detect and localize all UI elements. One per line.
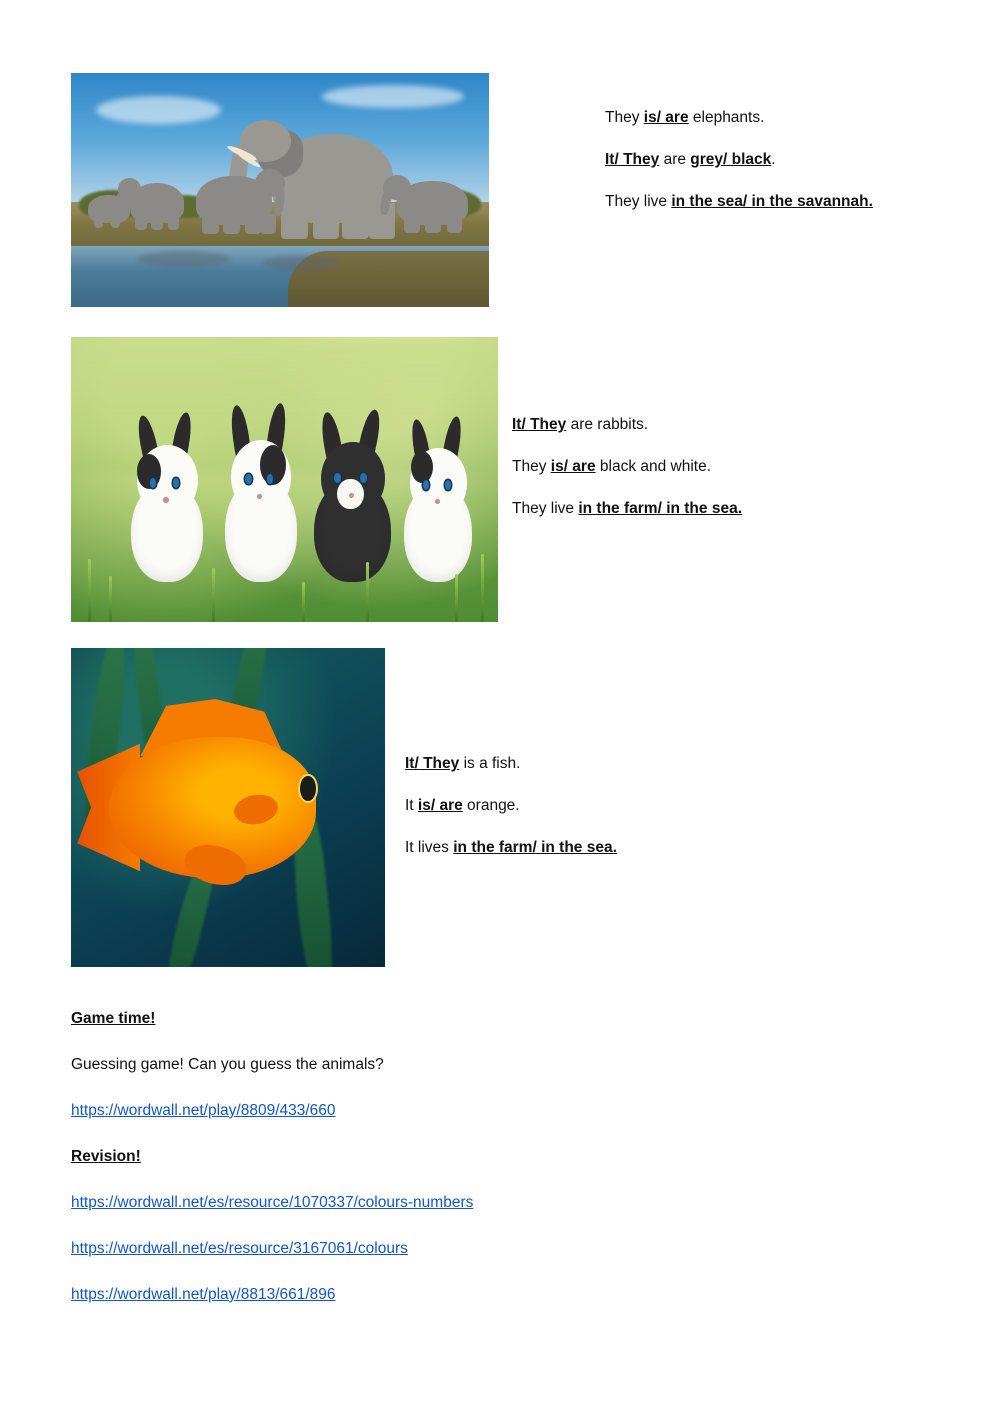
answer-choice[interactable]: It/ They <box>605 150 660 168</box>
fish-eye <box>300 776 316 802</box>
revision-link-2[interactable]: https://wordwall.net/es/resource/3167061/colours <box>71 1240 408 1257</box>
rabbit <box>404 448 472 582</box>
exercise-row-elephants <box>71 73 873 307</box>
guessing-game-text: Guessing game! Can you guess the animals? <box>71 1056 384 1073</box>
grass-blade <box>212 568 215 622</box>
sentence <box>405 754 617 775</box>
rabbit <box>314 442 391 582</box>
sentence-text: . <box>771 150 776 168</box>
sentence-text: are rabbits. <box>566 416 649 433</box>
sentence <box>405 838 617 859</box>
sentence-text: black and white. <box>595 457 712 475</box>
sentence-text: They live <box>605 192 672 210</box>
sentence-text: are <box>659 150 691 168</box>
answer-choice[interactable]: in the farm/ in the sea. <box>578 499 742 517</box>
sentence <box>512 457 742 478</box>
water-reflection <box>138 251 230 267</box>
bottom-section <box>71 1010 771 1332</box>
exercise-row-rabbits <box>71 337 742 622</box>
grass-blade <box>302 582 305 622</box>
sentence <box>405 796 617 817</box>
rabbits-photo <box>71 337 498 622</box>
rabbit <box>131 445 204 582</box>
answer-choice[interactable]: It/ They <box>405 755 460 772</box>
elephant-small <box>397 181 468 225</box>
answer-choice[interactable]: is/ are <box>417 796 463 814</box>
grass-blade <box>109 576 112 622</box>
answer-choice[interactable]: It/ They <box>512 416 567 433</box>
sentence <box>512 499 742 520</box>
exercise-row-fish <box>71 648 617 967</box>
sentences-rabbits <box>512 415 742 520</box>
sentence-text: It <box>405 796 418 814</box>
sentence-text: orange. <box>462 796 520 814</box>
grass-blade <box>481 554 484 622</box>
sentence <box>605 192 873 213</box>
revision-link-1[interactable]: https://wordwall.net/es/resource/1070337/colours-numbers <box>71 1194 474 1211</box>
elephant-calf <box>88 195 130 223</box>
answer-choice[interactable]: in the sea/ in the savannah. <box>671 192 873 210</box>
water-reflection <box>263 256 338 270</box>
game-time-heading: Game time! <box>71 1010 156 1027</box>
sentence <box>512 415 742 436</box>
sentence <box>605 108 873 129</box>
game-link[interactable]: https://wordwall.net/play/8809/433/660 <box>71 1102 336 1119</box>
grass-blade <box>455 574 458 622</box>
sentence <box>605 150 873 171</box>
sentence-text: They live <box>512 499 579 517</box>
grass-blade <box>366 562 369 622</box>
answer-choice[interactable]: grey/ black <box>690 150 772 168</box>
revision-heading: Revision! <box>71 1148 141 1165</box>
fish-photo <box>71 648 385 967</box>
sentence-text: elephants. <box>688 109 765 126</box>
grass-blade <box>88 559 91 622</box>
sentence-text: is a fish. <box>459 755 521 772</box>
revision-link-3[interactable]: https://wordwall.net/play/8813/661/896 <box>71 1286 336 1303</box>
sentence-text: They <box>605 109 644 126</box>
answer-choice[interactable]: is/ are <box>643 109 689 126</box>
sentence-text: It lives <box>405 838 454 856</box>
elephant-adult <box>272 134 393 223</box>
sentences-elephants <box>605 108 873 213</box>
sentences-fish <box>405 754 617 859</box>
sentence-text: They <box>512 457 551 475</box>
elephant-photo <box>71 73 489 307</box>
rabbit <box>225 440 298 583</box>
answer-choice[interactable]: in the farm/ in the sea. <box>453 838 617 856</box>
answer-choice[interactable]: is/ are <box>550 457 596 475</box>
cloud-icon <box>322 85 464 108</box>
elephant-small <box>196 176 271 225</box>
